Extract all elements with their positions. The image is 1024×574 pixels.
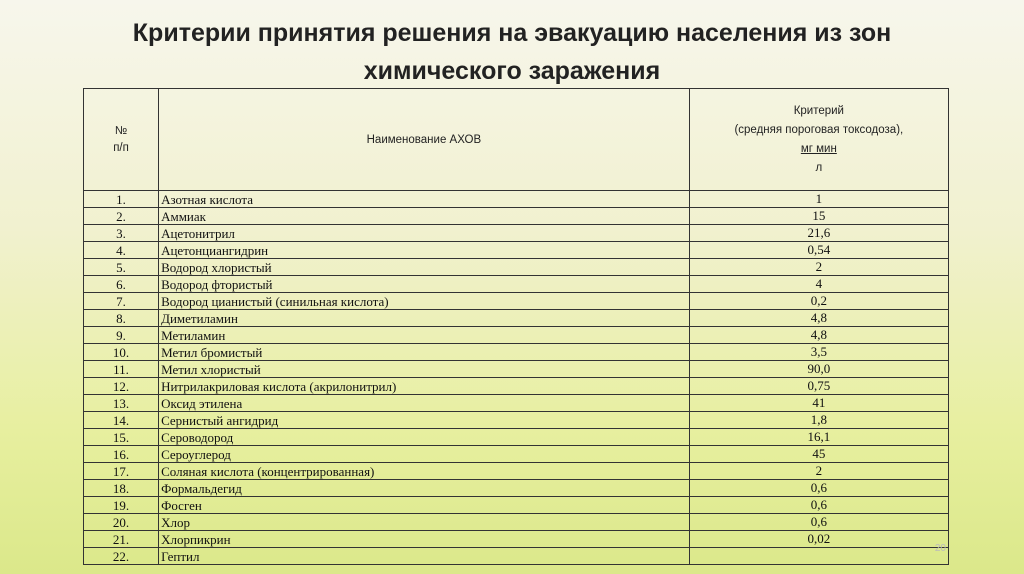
table-row xyxy=(84,412,949,429)
row-number: 18. xyxy=(84,480,159,497)
row-number: 21. xyxy=(84,531,159,548)
row-number: 15. xyxy=(84,429,159,446)
row-number: 3. xyxy=(84,225,159,242)
header-number xyxy=(84,89,159,191)
table-row xyxy=(84,497,949,514)
criteria-table xyxy=(83,88,949,565)
row-name: Сероуглерод xyxy=(159,446,690,463)
row-value: 3,5 xyxy=(689,344,948,361)
row-number: 8. xyxy=(84,310,159,327)
table-row xyxy=(84,548,949,565)
row-number: 20. xyxy=(84,514,159,531)
table-row xyxy=(84,310,949,327)
header-criterion-units: мг мин xyxy=(800,142,837,155)
row-value: 0,54 xyxy=(689,242,948,259)
row-number: 4. xyxy=(84,242,159,259)
table-row xyxy=(84,191,949,208)
table-row xyxy=(84,378,949,395)
header-criterion xyxy=(689,89,948,191)
row-value xyxy=(689,548,948,565)
row-number: 10. xyxy=(84,344,159,361)
row-name: Сероводород xyxy=(159,429,690,446)
row-number: 6. xyxy=(84,276,159,293)
row-name: Ацетонитрил xyxy=(159,225,690,242)
row-value: 16,1 xyxy=(689,429,948,446)
row-value: 90,0 xyxy=(689,361,948,378)
row-value: 0,2 xyxy=(689,293,948,310)
row-value: 0,6 xyxy=(689,514,948,531)
row-value: 4 xyxy=(689,276,948,293)
row-name: Сернистый ангидрид xyxy=(159,412,690,429)
table-row xyxy=(84,395,949,412)
title-line-1: Критерии принятия решения на эвакуацию населения из зон xyxy=(132,19,892,47)
table-row xyxy=(84,208,949,225)
row-name: Формальдегид xyxy=(159,480,690,497)
row-value: 4,8 xyxy=(689,310,948,327)
row-value: 45 xyxy=(689,446,948,463)
table-row xyxy=(84,446,949,463)
row-number: 1. xyxy=(84,191,159,208)
row-number: 14. xyxy=(84,412,159,429)
table-row xyxy=(84,327,949,344)
row-number: 16. xyxy=(84,446,159,463)
row-name: Хлорпикрин xyxy=(159,531,690,548)
header-number-sign: № xyxy=(114,124,128,137)
row-name: Метил бромистый xyxy=(159,344,690,361)
header-criterion-title: Критерий xyxy=(793,104,844,117)
row-value: 0,75 xyxy=(689,378,948,395)
row-name: Метил хлористый xyxy=(159,361,690,378)
page-title xyxy=(0,14,1024,90)
table-row xyxy=(84,344,949,361)
row-number: 13. xyxy=(84,395,159,412)
table-row xyxy=(84,361,949,378)
row-value: 0,6 xyxy=(689,497,948,514)
row-value: 4,8 xyxy=(689,327,948,344)
row-name: Водород фтористый xyxy=(159,276,690,293)
row-number: 19. xyxy=(84,497,159,514)
table-row xyxy=(84,259,949,276)
row-name: Фосген xyxy=(159,497,690,514)
title-line-2: химического заражения xyxy=(363,57,661,85)
row-value: 21,6 xyxy=(689,225,948,242)
page-number: 20 xyxy=(934,543,946,554)
header-criterion-denominator: л xyxy=(815,161,823,174)
table-row xyxy=(84,463,949,480)
row-name: Аммиак xyxy=(159,208,690,225)
table-row xyxy=(84,480,949,497)
row-number: 22. xyxy=(84,548,159,565)
table-row xyxy=(84,276,949,293)
row-name: Водород цианистый (синильная кислота) xyxy=(159,293,690,310)
row-number: 5. xyxy=(84,259,159,276)
row-name: Соляная кислота (концентрированная) xyxy=(159,463,690,480)
row-number: 17. xyxy=(84,463,159,480)
row-name: Водород хлористый xyxy=(159,259,690,276)
table-row xyxy=(84,429,949,446)
row-name: Гептил xyxy=(159,548,690,565)
header-number-label: п/п xyxy=(113,141,129,154)
row-number: 11. xyxy=(84,361,159,378)
header-name: Наименование АХОВ xyxy=(159,89,690,191)
row-value: 2 xyxy=(689,259,948,276)
row-value: 0,6 xyxy=(689,480,948,497)
row-value: 1,8 xyxy=(689,412,948,429)
header-criterion-desc: (средняя пороговая токсодоза), xyxy=(734,123,904,136)
row-name: Оксид этилена xyxy=(159,395,690,412)
row-number: 12. xyxy=(84,378,159,395)
row-name: Ацетонциангидрин xyxy=(159,242,690,259)
row-name: Метиламин xyxy=(159,327,690,344)
table-row xyxy=(84,514,949,531)
row-number: 7. xyxy=(84,293,159,310)
table-row xyxy=(84,242,949,259)
table-row xyxy=(84,531,949,548)
row-value: 2 xyxy=(689,463,948,480)
row-number: 9. xyxy=(84,327,159,344)
row-value: 15 xyxy=(689,208,948,225)
table-header-row xyxy=(84,89,949,191)
row-number: 2. xyxy=(84,208,159,225)
row-value: 1 xyxy=(689,191,948,208)
table-row xyxy=(84,293,949,310)
table-row xyxy=(84,225,949,242)
row-name: Нитрилакриловая кислота (акрилонитрил) xyxy=(159,378,690,395)
row-name: Азотная кислота xyxy=(159,191,690,208)
row-value: 0,02 xyxy=(689,531,948,548)
row-value: 41 xyxy=(689,395,948,412)
row-name: Хлор xyxy=(159,514,690,531)
row-name: Диметиламин xyxy=(159,310,690,327)
